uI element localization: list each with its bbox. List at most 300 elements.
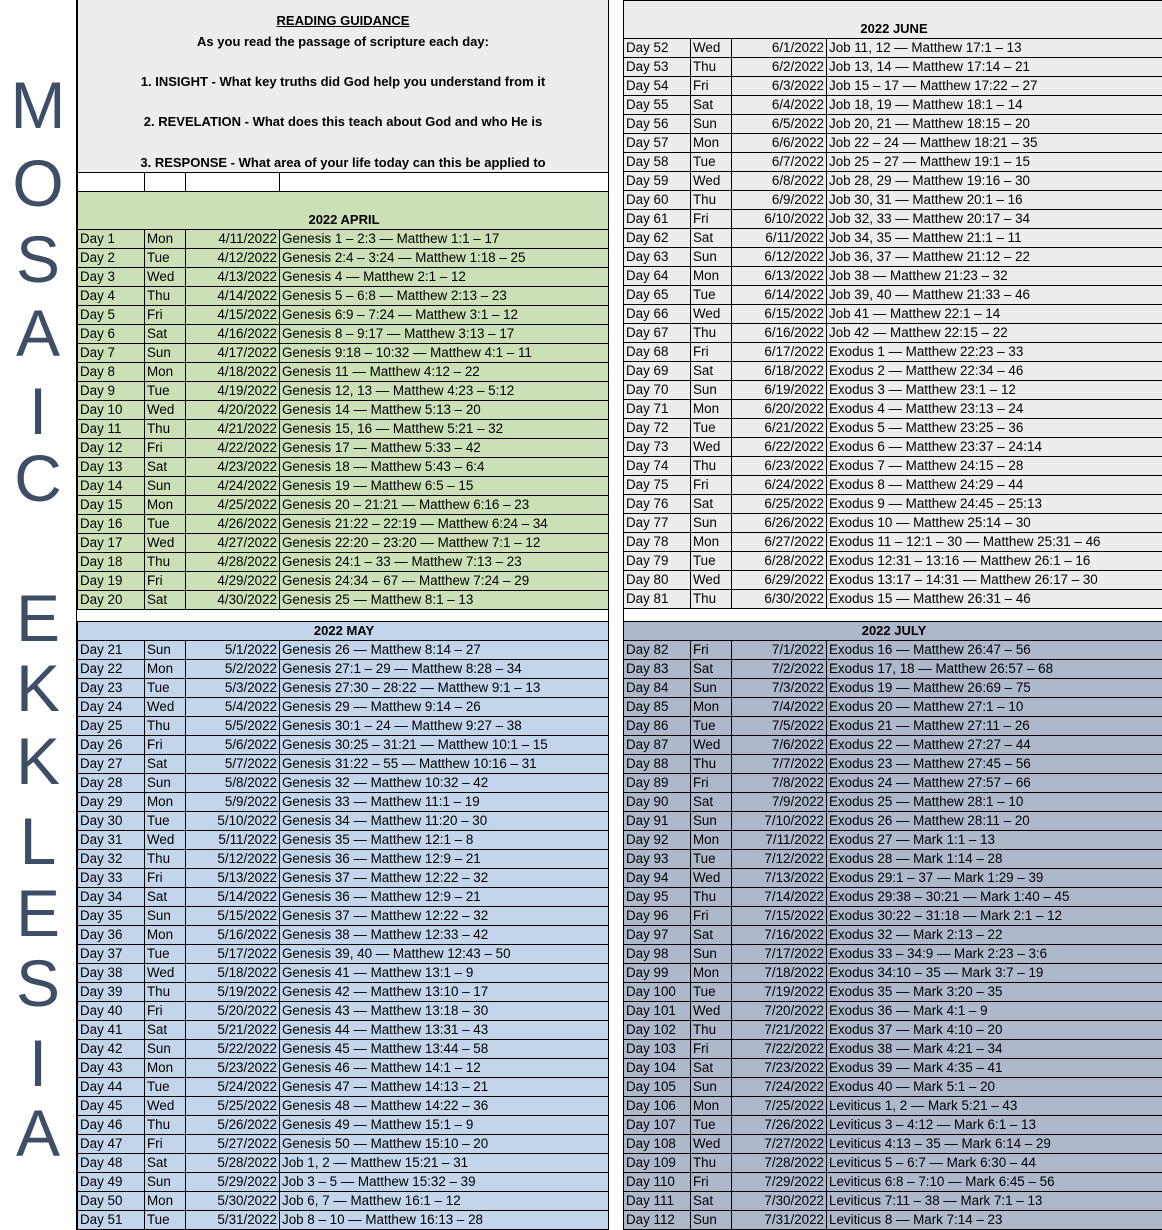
date: 5/6/2022	[186, 736, 280, 755]
day-number: Day 79	[624, 552, 691, 571]
table-row	[624, 134, 1162, 153]
day-number: Day 70	[624, 381, 691, 400]
date: 6/15/2022	[732, 305, 827, 324]
weekday: Mon	[145, 1059, 186, 1078]
weekday: Fri	[691, 774, 732, 793]
date: 4/18/2022	[186, 363, 280, 382]
date: 5/4/2022	[186, 698, 280, 717]
weekday: Tue	[691, 717, 732, 736]
weekday: Sat	[145, 1154, 186, 1173]
date: 7/2/2022	[732, 660, 827, 679]
weekday: Tue	[691, 850, 732, 869]
passage: Genesis 37 — Matthew 12:22 – 32	[280, 907, 609, 926]
passage: Job 20, 21 — Matthew 18:15 – 20	[827, 115, 1162, 134]
date: 4/13/2022	[186, 268, 280, 287]
weekday: Thu	[691, 888, 732, 907]
day-number: Day 110	[624, 1173, 691, 1192]
day-number: Day 78	[624, 533, 691, 552]
passage: Genesis 25 — Matthew 8:1 – 13	[280, 591, 609, 610]
table-row	[78, 679, 609, 698]
table-row	[624, 58, 1162, 77]
day-number: Day 20	[78, 591, 145, 610]
passage: Exodus 25 — Matthew 28:1 – 10	[827, 793, 1162, 812]
passage: Job 28, 29 — Matthew 19:16 – 30	[827, 172, 1162, 191]
date: 5/24/2022	[186, 1078, 280, 1097]
day-number: Day 108	[624, 1135, 691, 1154]
date: 6/8/2022	[732, 172, 827, 191]
day-number: Day 3	[78, 268, 145, 287]
date: 7/28/2022	[732, 1154, 827, 1173]
passage: Genesis 49 — Matthew 15:1 – 9	[280, 1116, 609, 1135]
weekday: Wed	[691, 438, 732, 457]
weekday: Sat	[691, 1059, 732, 1078]
date: 6/2/2022	[732, 58, 827, 77]
date: 7/30/2022	[732, 1192, 827, 1211]
date: 6/27/2022	[732, 533, 827, 552]
date: 4/24/2022	[186, 477, 280, 496]
date: 5/29/2022	[186, 1173, 280, 1192]
weekday: Sun	[145, 774, 186, 793]
passage: Genesis 21:22 – 22:19 — Matthew 6:24 – 34	[280, 515, 609, 534]
passage: Genesis 19 — Matthew 6:5 – 15	[280, 477, 609, 496]
date: 7/23/2022	[732, 1059, 827, 1078]
passage: Exodus 26 — Matthew 28:11 – 20	[827, 812, 1162, 831]
weekday: Fri	[691, 641, 732, 660]
weekday: Tue	[691, 286, 732, 305]
passage: Genesis 45 — Matthew 13:44 – 58	[280, 1040, 609, 1059]
table-row	[624, 552, 1162, 571]
passage: Job 6, 7 — Matthew 16:1 – 12	[280, 1192, 609, 1211]
date: 5/9/2022	[186, 793, 280, 812]
passage: Genesis 2:4 – 3:24 — Matthew 1:18 – 25	[280, 249, 609, 268]
date: 5/13/2022	[186, 869, 280, 888]
passage: Exodus 3 — Matthew 23:1 – 12	[827, 381, 1162, 400]
day-number: Day 62	[624, 229, 691, 248]
april-schedule	[77, 172, 609, 610]
table-row	[78, 945, 609, 964]
table-row	[624, 1021, 1162, 1040]
table-row	[78, 983, 609, 1002]
weekday: Fri	[691, 1040, 732, 1059]
passage: Exodus 1 — Matthew 22:23 – 33	[827, 343, 1162, 362]
table-row	[78, 1116, 609, 1135]
table-row	[624, 1002, 1162, 1021]
table-row	[78, 591, 609, 610]
weekday: Fri	[145, 736, 186, 755]
april-header-row	[78, 192, 609, 230]
day-number: Day 56	[624, 115, 691, 134]
table-row	[624, 1040, 1162, 1059]
weekday: Mon	[691, 831, 732, 850]
date: 6/6/2022	[732, 134, 827, 153]
weekday: Fri	[145, 1135, 186, 1154]
passage: Job 13, 14 — Matthew 17:14 – 21	[827, 58, 1162, 77]
weekday: Sun	[145, 344, 186, 363]
passage: Leviticus 8 — Mark 7:14 – 23	[827, 1211, 1162, 1230]
weekday: Fri	[691, 907, 732, 926]
table-row	[624, 495, 1162, 514]
passage: Exodus 8 — Matthew 24:29 – 44	[827, 476, 1162, 495]
passage: Genesis 18 — Matthew 5:43 – 6:4	[280, 458, 609, 477]
table-row	[624, 774, 1162, 793]
weekday: Sun	[691, 1211, 732, 1230]
day-number: Day 30	[78, 812, 145, 831]
day-number: Day 89	[624, 774, 691, 793]
guidance-title: READING GUIDANCE	[276, 13, 410, 28]
weekday: Wed	[691, 571, 732, 590]
weekday: Thu	[145, 717, 186, 736]
table-row	[624, 831, 1162, 850]
date: 5/5/2022	[186, 717, 280, 736]
table-row	[78, 774, 609, 793]
guidance-item-insight: 1. INSIGHT - What key truths did God help you understand from it	[140, 74, 546, 89]
weekday: Sun	[691, 248, 732, 267]
date: 6/17/2022	[732, 343, 827, 362]
day-number: Day 93	[624, 850, 691, 869]
date: 5/15/2022	[186, 907, 280, 926]
day-number: Day 74	[624, 457, 691, 476]
table-row	[624, 438, 1162, 457]
date: 4/11/2022	[186, 230, 280, 249]
weekday: Sat	[691, 793, 732, 812]
weekday: Thu	[691, 191, 732, 210]
table-row	[78, 477, 609, 496]
day-number: Day 24	[78, 698, 145, 717]
date: 5/2/2022	[186, 660, 280, 679]
weekday: Sat	[145, 755, 186, 774]
passage: Job 32, 33 — Matthew 20:17 – 34	[827, 210, 1162, 229]
table-row	[624, 381, 1162, 400]
day-number: Day 34	[78, 888, 145, 907]
date: 7/13/2022	[732, 869, 827, 888]
day-number: Day 45	[78, 1097, 145, 1116]
table-row	[624, 1097, 1162, 1116]
table-row	[624, 305, 1162, 324]
table-row	[78, 1002, 609, 1021]
date: 4/23/2022	[186, 458, 280, 477]
passage: Genesis 6:9 – 7:24 — Matthew 3:1 – 12	[280, 306, 609, 325]
passage: Exodus 15 — Matthew 26:31 – 46	[827, 590, 1162, 609]
date: 7/10/2022	[732, 812, 827, 831]
day-number: Day 105	[624, 1078, 691, 1097]
table-row	[78, 1154, 609, 1173]
date: 7/1/2022	[732, 641, 827, 660]
table-row	[78, 515, 609, 534]
date: 5/1/2022	[186, 641, 280, 660]
date: 7/15/2022	[732, 907, 827, 926]
passage: Genesis 32 — Matthew 10:32 – 42	[280, 774, 609, 793]
weekday: Mon	[691, 400, 732, 419]
date: 6/29/2022	[732, 571, 827, 590]
date: 5/16/2022	[186, 926, 280, 945]
weekday: Tue	[145, 679, 186, 698]
day-number: Day 17	[78, 534, 145, 553]
day-number: Day 43	[78, 1059, 145, 1078]
date: 6/16/2022	[732, 324, 827, 343]
passage: Genesis 44 — Matthew 13:31 – 43	[280, 1021, 609, 1040]
passage: Job 1, 2 — Matthew 15:21 – 31	[280, 1154, 609, 1173]
weekday: Tue	[145, 382, 186, 401]
day-number: Day 72	[624, 419, 691, 438]
weekday: Thu	[145, 287, 186, 306]
table-row	[624, 907, 1162, 926]
passage: Genesis 41 — Matthew 13:1 – 9	[280, 964, 609, 983]
table-row	[78, 1192, 609, 1211]
day-number: Day 4	[78, 287, 145, 306]
passage: Exodus 7 — Matthew 24:15 – 28	[827, 457, 1162, 476]
weekday: Sat	[691, 362, 732, 381]
table-row	[624, 641, 1162, 660]
passage: Genesis 9:18 – 10:32 — Matthew 4:1 – 11	[280, 344, 609, 363]
weekday: Tue	[145, 945, 186, 964]
table-row	[624, 1154, 1162, 1173]
table-row	[78, 496, 609, 515]
table-row	[624, 812, 1162, 831]
date: 5/28/2022	[186, 1154, 280, 1173]
weekday: Wed	[145, 698, 186, 717]
day-number: Day 39	[78, 983, 145, 1002]
day-number: Day 38	[78, 964, 145, 983]
day-number: Day 98	[624, 945, 691, 964]
passage: Genesis 48 — Matthew 14:22 – 36	[280, 1097, 609, 1116]
weekday: Thu	[691, 324, 732, 343]
table-row	[624, 96, 1162, 115]
weekday: Tue	[691, 983, 732, 1002]
weekday: Mon	[145, 230, 186, 249]
passage: Genesis 46 — Matthew 14:1 – 12	[280, 1059, 609, 1078]
day-number: Day 75	[624, 476, 691, 495]
table-row	[624, 1116, 1162, 1135]
table-row	[78, 1135, 609, 1154]
table-row	[624, 343, 1162, 362]
day-number: Day 47	[78, 1135, 145, 1154]
date: 5/11/2022	[186, 831, 280, 850]
table-row	[624, 457, 1162, 476]
weekday: Thu	[691, 58, 732, 77]
passage: Genesis 27:30 – 28:22 — Matthew 9:1 – 13	[280, 679, 609, 698]
passage: Genesis 4 — Matthew 2:1 – 12	[280, 268, 609, 287]
passage: Exodus 16 — Matthew 26:47 – 56	[827, 641, 1162, 660]
date: 5/3/2022	[186, 679, 280, 698]
passage: Genesis 15, 16 — Matthew 5:21 – 32	[280, 420, 609, 439]
weekday: Fri	[145, 572, 186, 591]
day-number: Day 23	[78, 679, 145, 698]
weekday: Tue	[691, 552, 732, 571]
date: 6/14/2022	[732, 286, 827, 305]
day-number: Day 69	[624, 362, 691, 381]
spacer-row	[78, 173, 609, 192]
weekday: Wed	[145, 964, 186, 983]
weekday: Wed	[145, 268, 186, 287]
table-row	[624, 869, 1162, 888]
table-row	[624, 755, 1162, 774]
table-row	[78, 660, 609, 679]
date: 6/13/2022	[732, 267, 827, 286]
weekday: Mon	[145, 793, 186, 812]
passage: Genesis 31:22 – 55 — Matthew 10:16 – 31	[280, 755, 609, 774]
table-row	[624, 1059, 1162, 1078]
date: 7/16/2022	[732, 926, 827, 945]
sidebar-letter: E	[15, 581, 61, 655]
table-row	[624, 850, 1162, 869]
may-schedule	[77, 621, 609, 1230]
table-row	[78, 1078, 609, 1097]
passage: Job 3 – 5 — Matthew 15:32 – 39	[280, 1173, 609, 1192]
date: 4/21/2022	[186, 420, 280, 439]
may-title: 2022 MAY	[78, 622, 609, 641]
column-gap	[608, 0, 624, 1230]
passage: Exodus 35 — Mark 3:20 – 35	[827, 983, 1162, 1002]
day-number: Day 31	[78, 831, 145, 850]
passage: Exodus 13:17 – 14:31 — Matthew 26:17 – 30	[827, 571, 1162, 590]
sidebar-letter: E	[15, 876, 61, 950]
weekday: Sat	[145, 325, 186, 344]
day-number: Day 5	[78, 306, 145, 325]
weekday: Tue	[691, 419, 732, 438]
april-title: 2022 APRIL	[78, 192, 609, 230]
day-number: Day 60	[624, 191, 691, 210]
date: 5/20/2022	[186, 1002, 280, 1021]
day-number: Day 11	[78, 420, 145, 439]
weekday: Sun	[691, 945, 732, 964]
day-number: Day 57	[624, 134, 691, 153]
weekday: Sun	[691, 381, 732, 400]
date: 6/7/2022	[732, 153, 827, 172]
date: 6/1/2022	[732, 39, 827, 58]
passage: Genesis 17 — Matthew 5:33 – 42	[280, 439, 609, 458]
date: 6/9/2022	[732, 191, 827, 210]
day-number: Day 111	[624, 1192, 691, 1211]
weekday: Thu	[691, 755, 732, 774]
passage: Job 11, 12 — Matthew 17:1 – 13	[827, 39, 1162, 58]
table-row	[78, 812, 609, 831]
date: 5/19/2022	[186, 983, 280, 1002]
passage: Exodus 19 — Matthew 26:69 – 75	[827, 679, 1162, 698]
date: 6/28/2022	[732, 552, 827, 571]
table-row	[624, 717, 1162, 736]
day-number: Day 7	[78, 344, 145, 363]
passage: Genesis 1 – 2:3 — Matthew 1:1 – 17	[280, 230, 609, 249]
date: 7/14/2022	[732, 888, 827, 907]
weekday: Thu	[145, 1116, 186, 1135]
sidebar-letter: S	[15, 222, 61, 296]
date: 6/10/2022	[732, 210, 827, 229]
passage: Job 34, 35 — Matthew 21:1 – 11	[827, 229, 1162, 248]
day-number: Day 46	[78, 1116, 145, 1135]
date: 7/27/2022	[732, 1135, 827, 1154]
day-number: Day 68	[624, 343, 691, 362]
date: 6/30/2022	[732, 590, 827, 609]
weekday: Sun	[691, 1078, 732, 1097]
passage: Job 18, 19 — Matthew 18:1 – 14	[827, 96, 1162, 115]
date: 7/19/2022	[732, 983, 827, 1002]
sidebar-letter: K	[15, 651, 61, 725]
guidance-item-response: 3. RESPONSE - What area of your life today can this be applied to	[140, 155, 546, 170]
day-number: Day 19	[78, 572, 145, 591]
day-number: Day 42	[78, 1040, 145, 1059]
sidebar-letter: I	[28, 374, 48, 448]
table-row	[78, 1211, 609, 1230]
table-row	[624, 514, 1162, 533]
sidebar-letter: K	[15, 724, 61, 798]
passage: Genesis 20 – 21:21 — Matthew 6:16 – 23	[280, 496, 609, 515]
day-number: Day 112	[624, 1211, 691, 1230]
day-number: Day 83	[624, 660, 691, 679]
date: 6/20/2022	[732, 400, 827, 419]
date: 7/7/2022	[732, 755, 827, 774]
may-header-row	[78, 622, 609, 641]
day-number: Day 65	[624, 286, 691, 305]
weekday: Sat	[145, 1021, 186, 1040]
day-number: Day 96	[624, 907, 691, 926]
weekday: Sun	[145, 907, 186, 926]
passage: Leviticus 3 – 4:12 — Mark 6:1 – 13	[827, 1116, 1162, 1135]
day-number: Day 58	[624, 153, 691, 172]
passage: Genesis 5 – 6:8 — Matthew 2:13 – 23	[280, 287, 609, 306]
weekday: Tue	[145, 1211, 186, 1230]
day-number: Day 40	[78, 1002, 145, 1021]
table-row	[78, 1173, 609, 1192]
weekday: Fri	[145, 306, 186, 325]
weekday: Tue	[691, 1116, 732, 1135]
date: 5/30/2022	[186, 1192, 280, 1211]
weekday: Wed	[145, 1097, 186, 1116]
weekday: Tue	[145, 812, 186, 831]
passage: Leviticus 5 – 6:7 — Mark 6:30 – 44	[827, 1154, 1162, 1173]
sidebar-letter: O	[12, 146, 64, 220]
weekday: Wed	[145, 401, 186, 420]
day-number: Day 33	[78, 869, 145, 888]
weekday: Thu	[691, 1021, 732, 1040]
passage: Genesis 42 — Matthew 13:10 – 17	[280, 983, 609, 1002]
table-row	[624, 571, 1162, 590]
weekday: Thu	[145, 850, 186, 869]
weekday: Wed	[691, 172, 732, 191]
weekday: Sun	[691, 812, 732, 831]
day-number: Day 48	[78, 1154, 145, 1173]
table-row	[624, 115, 1162, 134]
table-row	[78, 534, 609, 553]
weekday: Mon	[145, 496, 186, 515]
passage: Exodus 29:1 – 37 — Mark 1:29 – 39	[827, 869, 1162, 888]
day-number: Day 16	[78, 515, 145, 534]
date: 5/31/2022	[186, 1211, 280, 1230]
date: 7/12/2022	[732, 850, 827, 869]
date: 7/25/2022	[732, 1097, 827, 1116]
table-row	[624, 267, 1162, 286]
weekday: Sat	[691, 1192, 732, 1211]
table-row	[78, 736, 609, 755]
date: 5/14/2022	[186, 888, 280, 907]
passage: Genesis 47 — Matthew 14:13 – 21	[280, 1078, 609, 1097]
day-number: Day 88	[624, 755, 691, 774]
date: 5/18/2022	[186, 964, 280, 983]
passage: Genesis 24:34 – 67 — Matthew 7:24 – 29	[280, 572, 609, 591]
sidebar-letter: A	[15, 1096, 61, 1170]
date: 5/21/2022	[186, 1021, 280, 1040]
date: 7/6/2022	[732, 736, 827, 755]
passage: Exodus 22 — Matthew 27:27 – 44	[827, 736, 1162, 755]
date: 4/27/2022	[186, 534, 280, 553]
day-number: Day 67	[624, 324, 691, 343]
passage: Genesis 29 — Matthew 9:14 – 26	[280, 698, 609, 717]
date: 6/4/2022	[732, 96, 827, 115]
day-number: Day 87	[624, 736, 691, 755]
table-row	[78, 230, 609, 249]
passage: Exodus 27 — Mark 1:1 – 13	[827, 831, 1162, 850]
day-number: Day 35	[78, 907, 145, 926]
table-row	[624, 191, 1162, 210]
